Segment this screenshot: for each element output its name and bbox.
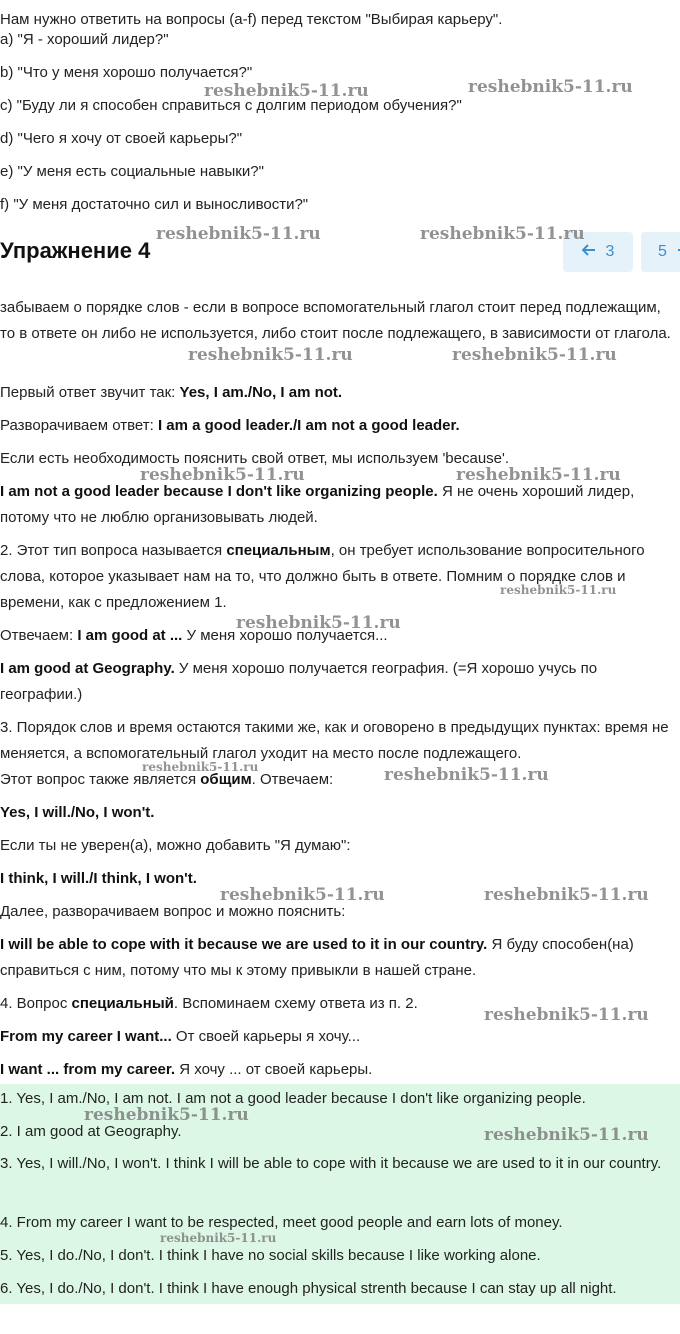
point-4-paragraph: 4. Вопрос специальный. Вспоминаем схему ответа из п. 2. — [0, 995, 418, 1012]
page-title: Упражнение 4 — [0, 238, 151, 263]
short-answer-3: Yes, I will./No, I won't. — [0, 804, 155, 821]
watermark: reshebnik5-11.ru — [204, 81, 369, 101]
arrow-left-icon — [582, 243, 596, 261]
watermark: reshebnik5-11.ru — [84, 1105, 249, 1125]
prev-exercise-label: 3 — [605, 243, 615, 260]
question-f: f) "У меня достаточно сил и выносливости?" — [0, 196, 309, 213]
watermark: reshebnik5-11.ru — [452, 345, 617, 365]
watermark: reshebnik5-11.ru — [484, 885, 649, 905]
next-exercise-label: 5 — [658, 243, 667, 260]
answer-item: 6. Yes, I do./No, I don't. I think I have enough physical strenth because I can stay up all night. — [0, 1280, 617, 1297]
question-e: e) "У меня есть социальные навыки?" — [0, 163, 264, 180]
example-sentence-2: I am good at Geography. У меня хорошо получается география. (=Я хорошо учусь по географии.) — [0, 660, 598, 703]
think-note: Если ты не уверен(а), можно добавить "Я думаю": — [0, 837, 351, 854]
answer-item: 1. Yes, I am./No, I am not. I am not a good leader because I don't like organizing people. — [0, 1090, 586, 1107]
watermark: reshebnik5-11.ru — [500, 583, 617, 597]
question-a: a) "Я - хороший лидер?" — [0, 31, 169, 48]
watermark: reshebnik5-11.ru — [484, 1005, 649, 1025]
answer-item: 5. Yes, I do./No, I don't. I think I have no social skills because I like working alone. — [0, 1247, 541, 1264]
answer-template-4: From my career I want... От своей карьеры я хочу... — [0, 1028, 361, 1045]
next-exercise-button[interactable] — [641, 232, 680, 272]
first-answer-text: Первый ответ звучит так: Yes, I am./No, I am not. — [0, 384, 343, 401]
answer-item: 4. From my career I want to be respected, meet good people and earn lots of money. — [0, 1214, 563, 1231]
watermark: reshebnik5-11.ru — [456, 465, 621, 485]
watermark: reshebnik5-11.ru — [236, 613, 401, 633]
think-answer: I think, I will./I think, I won't. — [0, 870, 197, 887]
question-c: c) "Буду ли я способен справиться с долгим периодом обучения?" — [0, 97, 462, 114]
point-2-paragraph: 2. Этот тип вопроса называется специальным, он требует использование вопросительного слова, которое указывает нам на то, что должно быть в ответе. Помним о порядке слов и времени, как с предложением 1. — [0, 542, 645, 611]
question-d: d) "Чего я хочу от своей карьеры?" — [0, 130, 243, 147]
point-3-paragraph: 3. Порядок слов и время остаются такими же, как и оговорено в предыдущих пунктах: время не меняется, а вспомогательный глагол уходит на место после подлежащего. — [0, 719, 669, 762]
general-question-note: Этот вопрос также является общим. Отвечаем: — [0, 771, 334, 788]
because-note: Если есть необходимость пояснить свой ответ, мы используем 'because'. — [0, 450, 510, 467]
answer-template-4-expanded: I want ... from my career. Я хочу ... от своей карьеры. — [0, 1061, 373, 1078]
watermark: reshebnik5-11.ru — [484, 1125, 649, 1145]
watermark: reshebnik5-11.ru — [468, 77, 633, 97]
watermark: reshebnik5-11.ru — [220, 885, 385, 905]
expanded-answer-text: Разворачиваем ответ: I am a good leader./I am not a good leader. — [0, 417, 460, 434]
intro-line: Нам нужно ответить на вопросы (a-f) перед текстом "Выбирая карьеру". — [0, 11, 503, 28]
watermark: reshebnik5-11.ru — [420, 224, 585, 244]
watermark: reshebnik5-11.ru — [140, 465, 305, 485]
watermark: reshebnik5-11.ru — [142, 760, 259, 774]
watermark: reshebnik5-11.ru — [156, 224, 321, 244]
explanation-paragraph: забываем о порядке слов - если в вопросе вспомогательный глагол стоит перед подлежащим, то в ответе он либо не используется, либо стоит после подлежащего, в зависимости от глагола. — [0, 299, 671, 342]
watermark: reshebnik5-11.ru — [160, 1231, 277, 1245]
answer-template-2: Отвечаем: I am good at ... У меня хорошо получается... — [0, 627, 388, 644]
watermark: reshebnik5-11.ru — [384, 765, 549, 785]
answer-item: 3. Yes, I will./No, I won't. I think I will be able to cope with it because we are used to it in our country. — [0, 1155, 662, 1172]
answer-item: 2. I am good at Geography. — [0, 1123, 182, 1140]
question-b: b) "Что у меня хорошо получается?" — [0, 64, 253, 81]
example-sentence-1: I am not a good leader because I don't like organizing people. Я не очень хороший лидер, потому что не люблю организовывать людей. — [0, 483, 635, 526]
example-sentence-3: I will be able to cope with it because we are used to it in our country. Я буду способен(на) справиться с ним, потому что мы к этому привыкли в нашей стране. — [0, 936, 634, 979]
expand-note: Далее, разворачиваем вопрос и можно пояснить: — [0, 903, 346, 920]
watermark: reshebnik5-11.ru — [188, 345, 353, 365]
